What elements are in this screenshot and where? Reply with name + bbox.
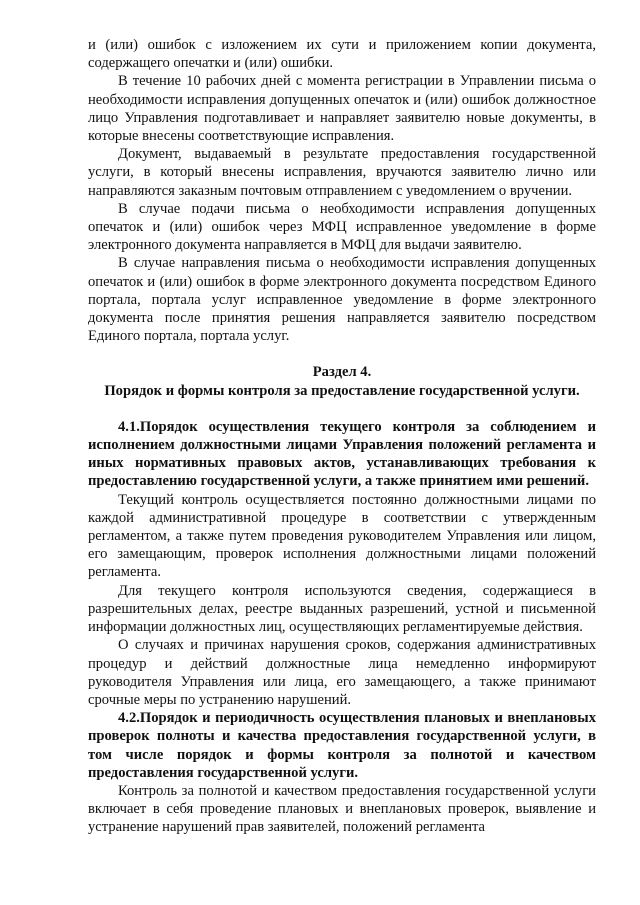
paragraph-current-control: Текущий контроль осуществляется постоянно должностными лицами по каждой административной процедуре в соответствии с утвержденным регламентом, а также путем проведения руководителем Управления или лицом, его замещающим, проверок исполнения должностными лицами положений регламента. (88, 491, 596, 581)
subsection-4-2-heading: 4.2.Порядок и периодичность осуществления плановых и внеплановых проверок полноты и качества предоставления государственной услуги, в том числе порядок и формы контроля за полнотой и качеством предоставления государственной услуги. (88, 710, 596, 781)
paragraph-portal-delivery: В случае направления письма о необходимости исправления допущенных опечаток и (или) ошибок в форме электронного документа посредством Единого портала, портала услуг исправленное уведомление в форме электронного документа после принятия решения направляется заявителю посредством Единого портала, портала услуг. (88, 255, 596, 345)
paragraph-violations: О случаях и причинах нарушения сроков, содержания административных процедур и действий должностные лица немедленно информируют руководителя Управления или лица, его замещающего, а также принимают срочные меры по устранению нарушений. (88, 637, 596, 708)
section-number: Раздел 4. (312, 364, 372, 381)
paragraph-continuation: и (или) ошибок с изложением их сути и приложением копии документа, содержащего опечатки и (или) ошибки. (88, 37, 596, 72)
paragraph-mfc-delivery: В случае подачи письма о необходимости исправления допущенных опечаток и (или) ошибок через МФЦ исправленное уведомление в форме электронного документа направляется в МФЦ для выдачи заявителю. (88, 200, 596, 254)
paragraph-control-sources: Для текущего контроля используются сведения, содержащиеся в разрешительных делах, реестре выданных разрешений, устной и письменной информации должностных лиц, осуществляющих регламентируемые действия. (88, 582, 596, 636)
subsection-4-1-heading: 4.1.Порядок осуществления текущего контроля за соблюдением и исполнением должностными лицами Управления положений регламента и иных нормативных правовых актов, устанавливающих требования к предоставлению государственной услуги, а также принятием ими решений. (88, 418, 596, 490)
paragraph-quality-control: Контроль за полнотой и качеством предоставления государственной услуги включает в себя проведение плановых и внеплановых проверок, выявление и устранение нарушений прав заявителей, положений регламента (88, 782, 596, 836)
paragraph-document-delivery: Документ, выдаваемый в результате предоставления государственной услуги, в который внесены исправления, вручаются заявителю лично или направляются заказным почтовым отправлением с уведомлением о вручении. (88, 146, 596, 199)
document-page (88, 36, 596, 837)
section-title: Порядок и формы контроля за предоставление государственной услуги. (104, 382, 580, 399)
paragraph-correction-deadline: В течение 10 рабочих дней с момента регистрации в Управлении письма о необходимости исправления допущенных опечаток и (или) ошибок должностное лицо Управления подготавливает и направляет заявителю новые документы, в которые внесены соответствующие исправления. (88, 73, 596, 145)
